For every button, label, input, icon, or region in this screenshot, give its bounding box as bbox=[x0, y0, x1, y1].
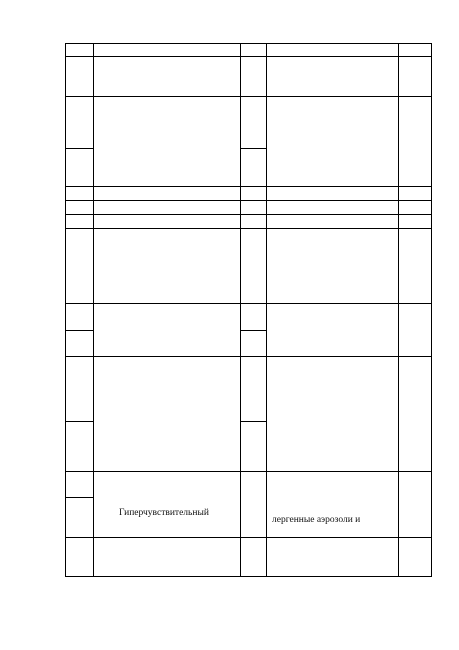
cell-text-col2: Гиперчувствительный bbox=[119, 508, 209, 518]
table-border bbox=[66, 44, 432, 577]
cell-text-col4: лергенные аэрозоли и bbox=[272, 515, 361, 525]
